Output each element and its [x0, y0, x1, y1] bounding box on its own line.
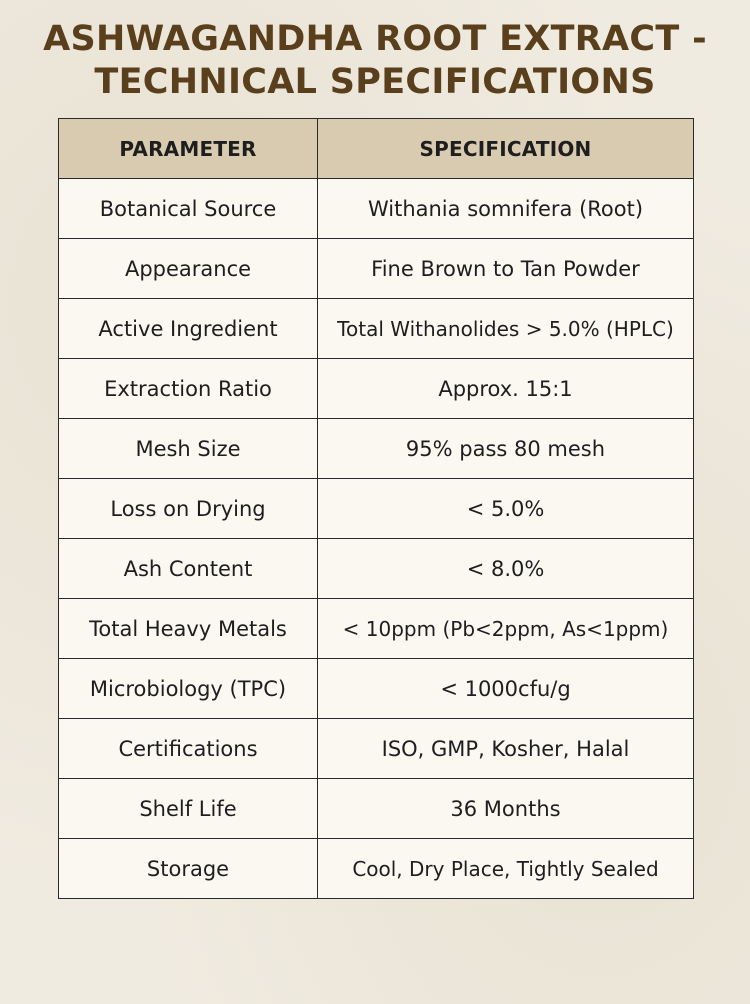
table-row — [59, 299, 694, 359]
parameter-cell: Botanical Source — [59, 179, 318, 239]
page-title-line-1: ASHWAGANDHA ROOT EXTRACT - — [43, 19, 707, 59]
spec-table — [58, 118, 694, 899]
table-row — [59, 779, 694, 839]
specification-cell: < 8.0% — [318, 539, 694, 599]
table-row — [59, 419, 694, 479]
page-title-line-2: TECHNICAL SPECIFICATIONS — [94, 62, 656, 102]
parameter-cell: Appearance — [59, 239, 318, 299]
specification-cell: < 1000cfu/g — [318, 659, 694, 719]
parameter-cell: Shelf Life — [59, 779, 318, 839]
specification-cell: Approx. 15:1 — [318, 359, 694, 419]
header-row — [59, 119, 694, 179]
parameter-cell: Mesh Size — [59, 419, 318, 479]
specification-cell: ISO, GMP, Kosher, Halal — [318, 719, 694, 779]
specification-cell: < 5.0% — [318, 479, 694, 539]
specification-cell: Total Withanolides > 5.0% (HPLC) — [318, 299, 694, 359]
table-row — [59, 479, 694, 539]
table-row — [59, 179, 694, 239]
table-row — [59, 659, 694, 719]
specification-cell: 36 Months — [318, 779, 694, 839]
table-row — [59, 719, 694, 779]
header-specification: SPECIFICATION — [318, 119, 694, 179]
specification-cell: < 10ppm (Pb<2ppm, As<1ppm) — [318, 599, 694, 659]
specification-cell: Cool, Dry Place, Tightly Sealed — [318, 839, 694, 899]
table-row — [59, 599, 694, 659]
parameter-cell: Storage — [59, 839, 318, 899]
table-row — [59, 539, 694, 599]
specification-cell: Fine Brown to Tan Powder — [318, 239, 694, 299]
page-title — [0, 18, 750, 104]
parameter-cell: Loss on Drying — [59, 479, 318, 539]
parameter-cell: Ash Content — [59, 539, 318, 599]
parameter-cell: Extraction Ratio — [59, 359, 318, 419]
parameter-cell: Microbiology (TPC) — [59, 659, 318, 719]
specification-cell: Withania somnifera (Root) — [318, 179, 694, 239]
header-parameter: PARAMETER — [59, 119, 318, 179]
parameter-cell: Total Heavy Metals — [59, 599, 318, 659]
table-row — [59, 839, 694, 899]
table-row — [59, 239, 694, 299]
parameter-cell: Certifications — [59, 719, 318, 779]
parameter-cell: Active Ingredient — [59, 299, 318, 359]
table-row — [59, 359, 694, 419]
specification-cell: 95% pass 80 mesh — [318, 419, 694, 479]
